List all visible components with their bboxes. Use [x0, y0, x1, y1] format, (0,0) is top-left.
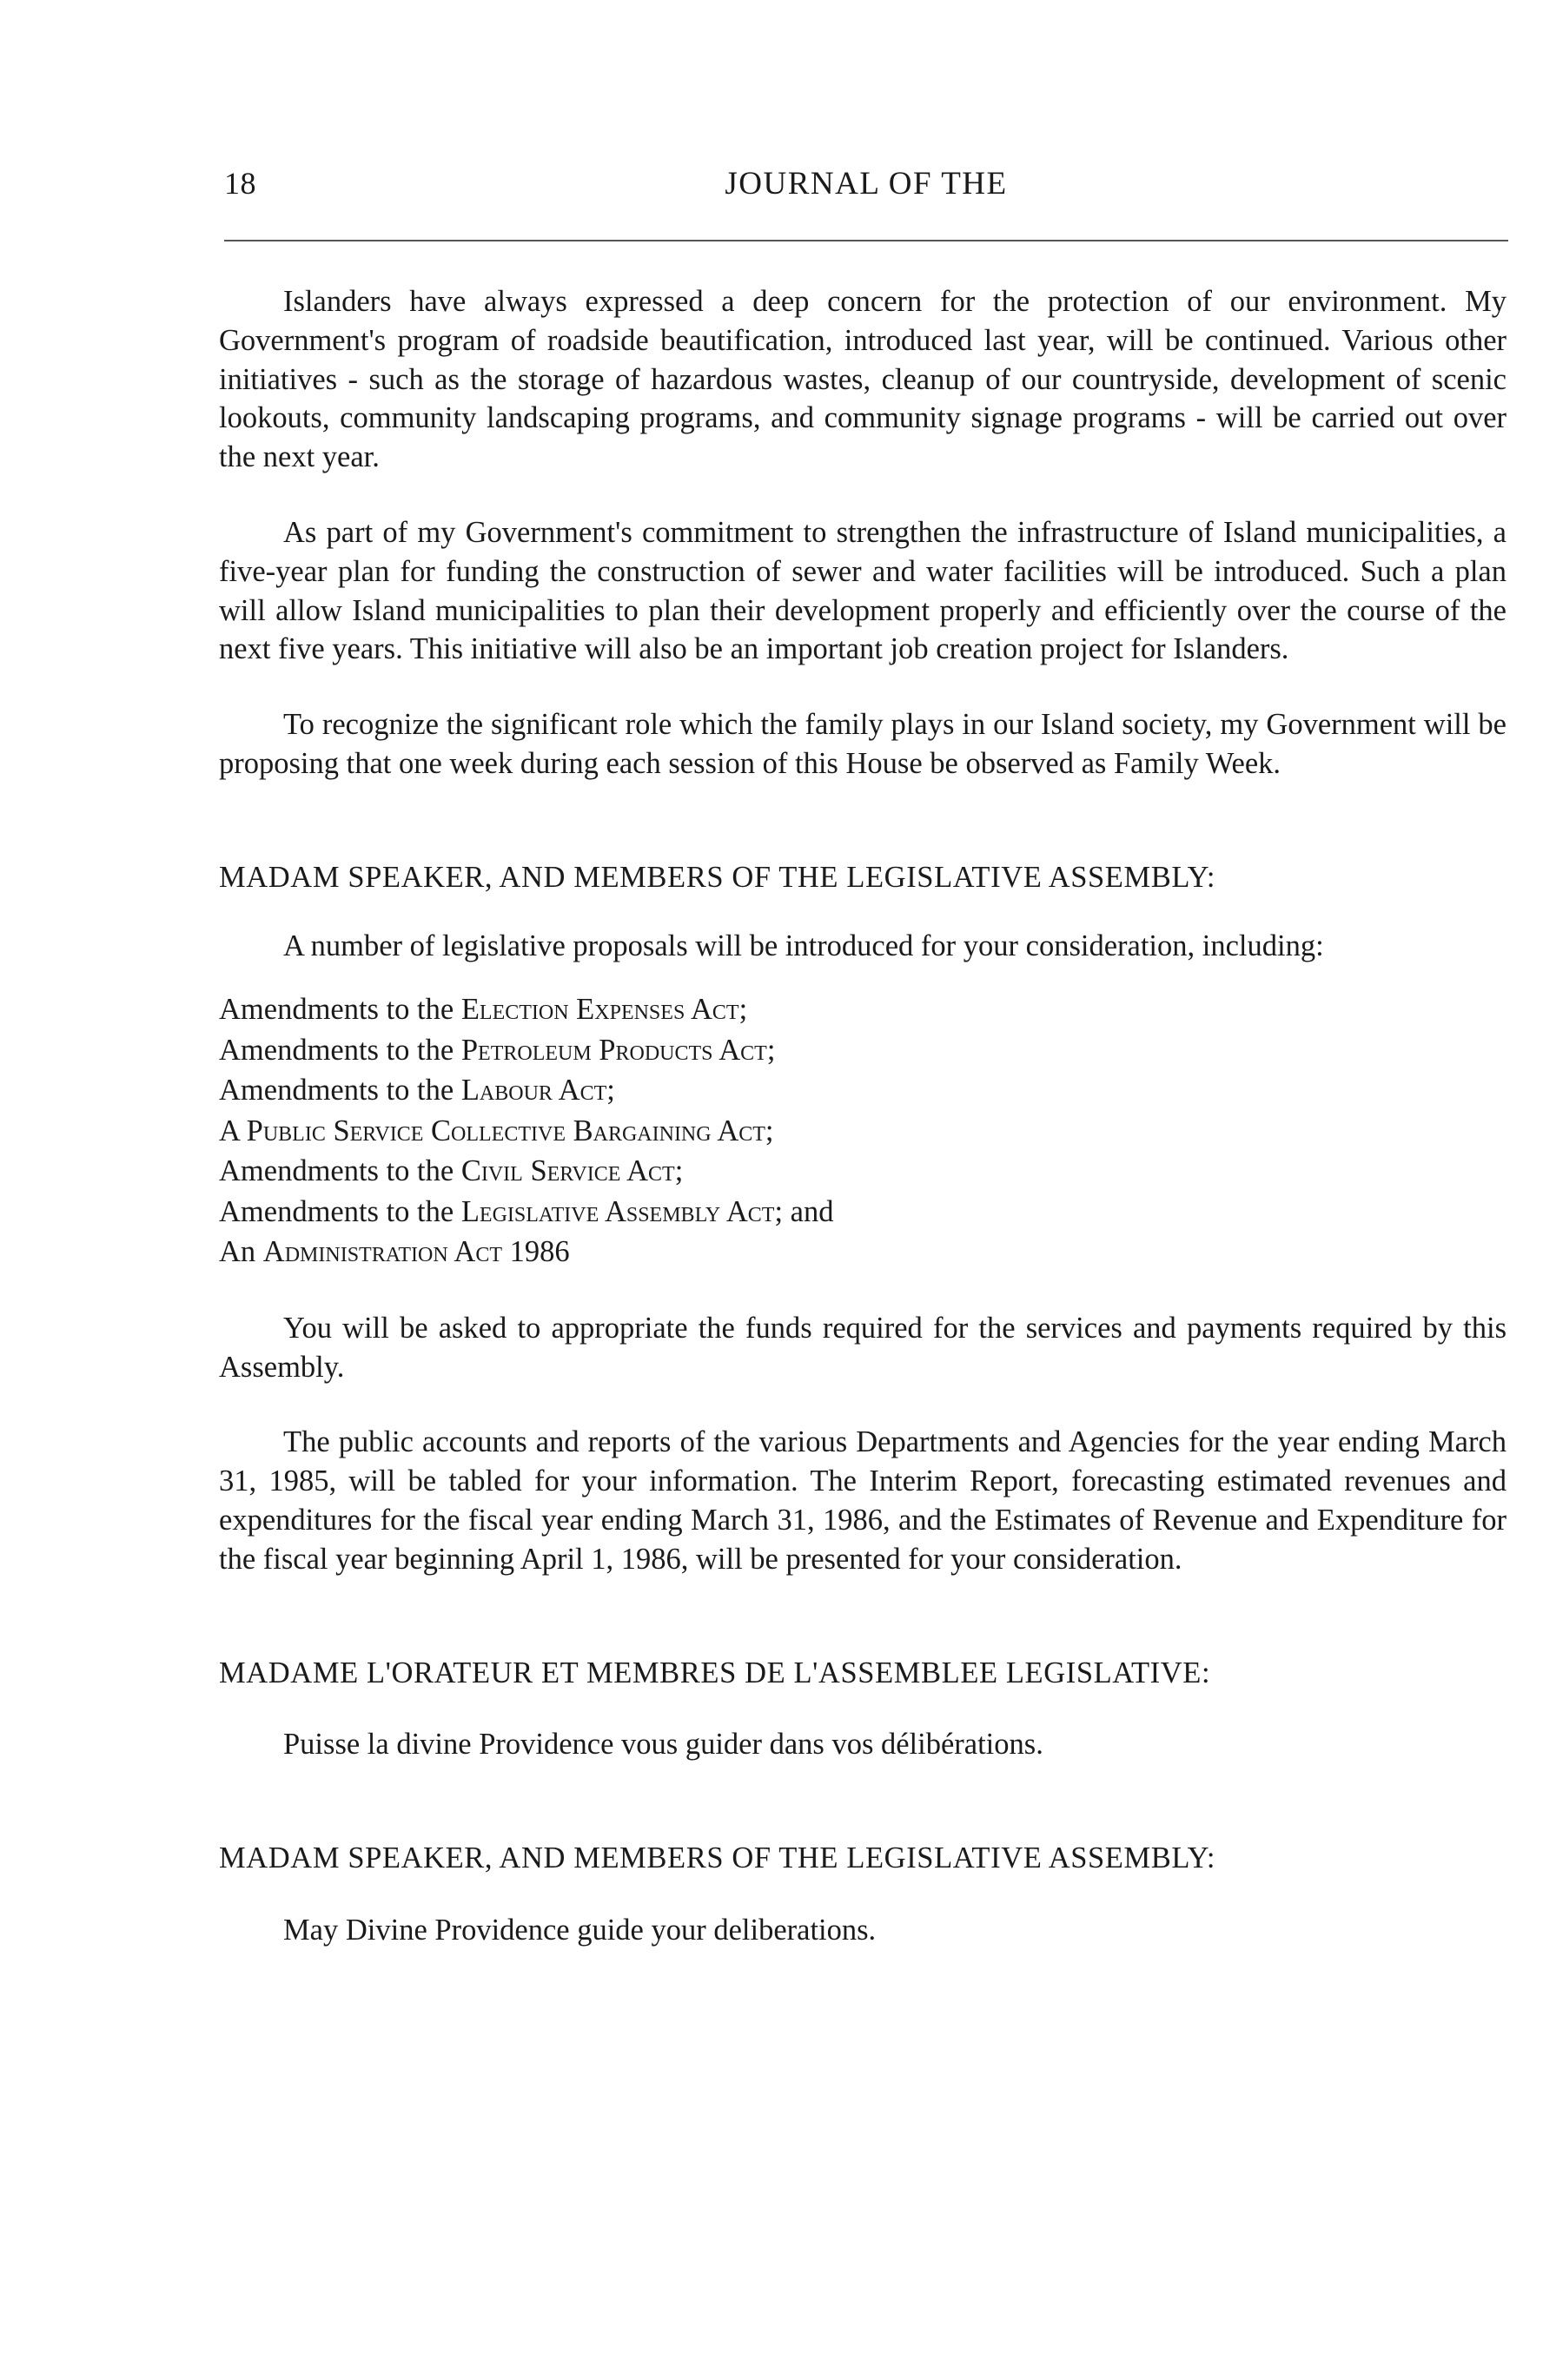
act-name: Labour Act: [460, 1074, 607, 1107]
heading-madam-speaker-closing: MADAM SPEAKER, AND MEMBERS OF THE LEGISLATIVE ASSEMBLY:: [219, 1841, 1216, 1875]
act-name: Legislative Assembly Act: [460, 1194, 775, 1228]
list-item: Amendments to the Civil Service Act;: [219, 1154, 684, 1188]
page-header: [224, 165, 1508, 214]
running-title: JOURNAL OF THE: [725, 166, 1008, 202]
list-item: An Administration Act 1986: [219, 1235, 570, 1269]
body-text: [219, 282, 1507, 1950]
paragraph-divine-providence-fr: Puisse la divine Providence vous guider dans vos délibérations.: [283, 1728, 1043, 1762]
heading-madam-speaker: MADAM SPEAKER, AND MEMBERS OF THE LEGISLATIVE ASSEMBLY:: [219, 860, 1216, 894]
act-name: Election Expenses Act: [460, 993, 739, 1027]
legislation-list: [219, 989, 1507, 1273]
heading-madame-lorateur: MADAME L'ORATEUR ET MEMBRES DE L'ASSEMBLEE LEGISLATIVE:: [219, 1656, 1211, 1689]
paragraph-public-accounts: The public accounts and reports of the various Departments and Agencies for the year ending March 31, 1985, will be tabled for your information. The Interim Report, forecasting estimated revenues and expenditures for the fiscal year ending March 31, 1986, and the Estimates of Revenue and Expenditure for the fiscal year beginning April 1, 1986, will be presented for your consideration.: [219, 1425, 1507, 1576]
page-number: 18: [224, 166, 256, 201]
act-name: Petroleum Products Act: [460, 1033, 767, 1067]
paragraph-family-week: To recognize the significant role which the family plays in our Island society, my Government will be proposing that one week during each session of this House be observed as Family Week.: [219, 708, 1507, 780]
act-name: Civil Service Act: [460, 1154, 675, 1188]
list-item: Amendments to the Legislative Assembly Act; and: [219, 1194, 834, 1228]
list-item: Amendments to the Labour Act;: [219, 1074, 615, 1107]
list-item: Amendments to the Election Expenses Act;: [219, 993, 748, 1027]
list-item: Amendments to the Petroleum Products Act;: [219, 1033, 776, 1067]
paragraph-environment: Islanders have always expressed a deep concern for the protection of our environment. My Government's program of roadside beautification, introduced last year, will be continued. Various other initiatives - such as the storage of hazardous wastes, cleanup of our countryside, development of scenic lookouts, community landscaping programs, and community signage programs - will be carried out over the next year.: [219, 285, 1507, 474]
list-item: A Public Service Collective Bargaining Act;: [219, 1114, 774, 1147]
paragraph-divine-providence-en: May Divine Providence guide your deliberations.: [283, 1914, 877, 1947]
act-name: Public Service Collective Bargaining Act: [246, 1114, 765, 1147]
act-name: Administration Act: [262, 1235, 503, 1269]
paragraph-municipalities: As part of my Government's commitment to strengthen the infrastructure of Island municipalities, a five-year plan for funding the construction of sewer and water facilities will be introduced. Such a plan will allow Island municipalities to plan their development properly and efficiently over the course of the next five years. This initiative will also be an important job creation project for Islanders.: [219, 515, 1507, 666]
paragraph-legislative-proposals: A number of legislative proposals will be introduced for your consideration, including:: [283, 929, 1324, 962]
header-rule: [224, 240, 1508, 241]
paragraph-appropriate-funds: You will be asked to appropriate the funds required for the services and payments required by this Assembly.: [219, 1311, 1507, 1384]
